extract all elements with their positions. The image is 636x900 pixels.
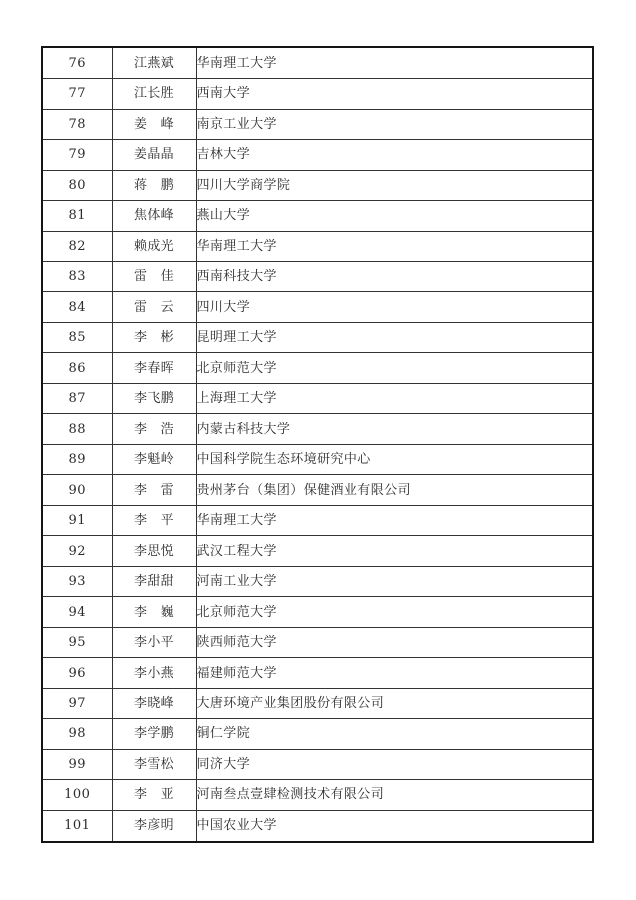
- table-row: [42, 780, 593, 810]
- person-name-cell: 李彦明: [112, 810, 196, 842]
- affiliation-cell: 陕西师范大学: [196, 627, 593, 657]
- affiliation-cell: 武汉工程大学: [196, 536, 593, 566]
- affiliation-cell: 河南工业大学: [196, 566, 593, 596]
- table-row: [42, 322, 593, 352]
- person-name-cell: 李 巍: [112, 597, 196, 627]
- person-name-cell: 李 雷: [112, 475, 196, 505]
- affiliation-cell: 南京工业大学: [196, 109, 593, 139]
- affiliation-cell: 吉林大学: [196, 140, 593, 170]
- affiliation-cell: 西南科技大学: [196, 261, 593, 291]
- person-name-cell: 江长胜: [112, 79, 196, 109]
- row-number-cell: 91: [42, 505, 112, 535]
- affiliation-cell: 上海理工大学: [196, 383, 593, 413]
- person-name-cell: 雷 云: [112, 292, 196, 322]
- row-number-cell: 79: [42, 140, 112, 170]
- row-number-cell: 78: [42, 109, 112, 139]
- affiliation-cell: 华南理工大学: [196, 47, 593, 79]
- person-name-cell: 李魁岭: [112, 444, 196, 474]
- person-name-cell: 李思悦: [112, 536, 196, 566]
- person-name-cell: 李小平: [112, 627, 196, 657]
- affiliation-cell: 大唐环境产业集团股份有限公司: [196, 688, 593, 718]
- person-name-cell: 江燕斌: [112, 47, 196, 79]
- table-row: [42, 688, 593, 718]
- row-number-cell: 77: [42, 79, 112, 109]
- row-number-cell: 86: [42, 353, 112, 383]
- row-number-cell: 101: [42, 810, 112, 842]
- person-name-cell: 姜晶晶: [112, 140, 196, 170]
- row-number-cell: 99: [42, 749, 112, 779]
- table-row: [42, 353, 593, 383]
- person-name-cell: 李雪松: [112, 749, 196, 779]
- table-row: [42, 719, 593, 749]
- table-row: [42, 414, 593, 444]
- affiliation-cell: 贵州茅台（集团）保健酒业有限公司: [196, 475, 593, 505]
- affiliation-cell: 北京师范大学: [196, 597, 593, 627]
- affiliation-cell: 中国农业大学: [196, 810, 593, 842]
- person-name-cell: 蒋 鹏: [112, 170, 196, 200]
- table-row: [42, 749, 593, 779]
- table-row: [42, 383, 593, 413]
- table-row: [42, 536, 593, 566]
- row-number-cell: 84: [42, 292, 112, 322]
- row-number-cell: 95: [42, 627, 112, 657]
- table-row: [42, 231, 593, 261]
- person-name-cell: 姜 峰: [112, 109, 196, 139]
- person-name-cell: 李春晖: [112, 353, 196, 383]
- person-name-cell: 李 彬: [112, 322, 196, 352]
- affiliation-cell: 四川大学: [196, 292, 593, 322]
- row-number-cell: 96: [42, 658, 112, 688]
- row-number-cell: 90: [42, 475, 112, 505]
- row-number-cell: 94: [42, 597, 112, 627]
- row-number-cell: 80: [42, 170, 112, 200]
- row-number-cell: 97: [42, 688, 112, 718]
- person-name-cell: 李晓峰: [112, 688, 196, 718]
- table-row: [42, 658, 593, 688]
- table-row: [42, 79, 593, 109]
- table-row: [42, 505, 593, 535]
- table-row: [42, 475, 593, 505]
- person-name-cell: 李 浩: [112, 414, 196, 444]
- row-number-cell: 88: [42, 414, 112, 444]
- affiliation-cell: 昆明理工大学: [196, 322, 593, 352]
- roster-table-body: [42, 47, 593, 842]
- table-row: [42, 810, 593, 842]
- table-row: [42, 170, 593, 200]
- row-number-cell: 89: [42, 444, 112, 474]
- person-name-cell: 李甜甜: [112, 566, 196, 596]
- affiliation-cell: 西南大学: [196, 79, 593, 109]
- affiliation-cell: 福建师范大学: [196, 658, 593, 688]
- row-number-cell: 82: [42, 231, 112, 261]
- table-row: [42, 47, 593, 79]
- person-name-cell: 李 平: [112, 505, 196, 535]
- table-row: [42, 627, 593, 657]
- person-name-cell: 李小燕: [112, 658, 196, 688]
- affiliation-cell: 中国科学院生态环境研究中心: [196, 444, 593, 474]
- row-number-cell: 83: [42, 261, 112, 291]
- table-row: [42, 140, 593, 170]
- table-row: [42, 597, 593, 627]
- table-row: [42, 566, 593, 596]
- table-row: [42, 261, 593, 291]
- person-name-cell: 赖成光: [112, 231, 196, 261]
- person-name-cell: 李学鹏: [112, 719, 196, 749]
- table-row: [42, 201, 593, 231]
- row-number-cell: 93: [42, 566, 112, 596]
- affiliation-cell: 同济大学: [196, 749, 593, 779]
- row-number-cell: 76: [42, 47, 112, 79]
- affiliation-cell: 四川大学商学院: [196, 170, 593, 200]
- table-row: [42, 444, 593, 474]
- affiliation-cell: 华南理工大学: [196, 505, 593, 535]
- affiliation-cell: 铜仁学院: [196, 719, 593, 749]
- affiliation-cell: 内蒙古科技大学: [196, 414, 593, 444]
- row-number-cell: 100: [42, 780, 112, 810]
- affiliation-cell: 河南叁点壹肆检测技术有限公司: [196, 780, 593, 810]
- row-number-cell: 98: [42, 719, 112, 749]
- person-name-cell: 李飞鹏: [112, 383, 196, 413]
- person-name-cell: 李 亚: [112, 780, 196, 810]
- person-name-cell: 雷 佳: [112, 261, 196, 291]
- person-name-cell: 焦体峰: [112, 201, 196, 231]
- roster-table: [41, 46, 594, 843]
- affiliation-cell: 北京师范大学: [196, 353, 593, 383]
- row-number-cell: 92: [42, 536, 112, 566]
- affiliation-cell: 燕山大学: [196, 201, 593, 231]
- table-row: [42, 109, 593, 139]
- affiliation-cell: 华南理工大学: [196, 231, 593, 261]
- row-number-cell: 85: [42, 322, 112, 352]
- row-number-cell: 81: [42, 201, 112, 231]
- row-number-cell: 87: [42, 383, 112, 413]
- table-row: [42, 292, 593, 322]
